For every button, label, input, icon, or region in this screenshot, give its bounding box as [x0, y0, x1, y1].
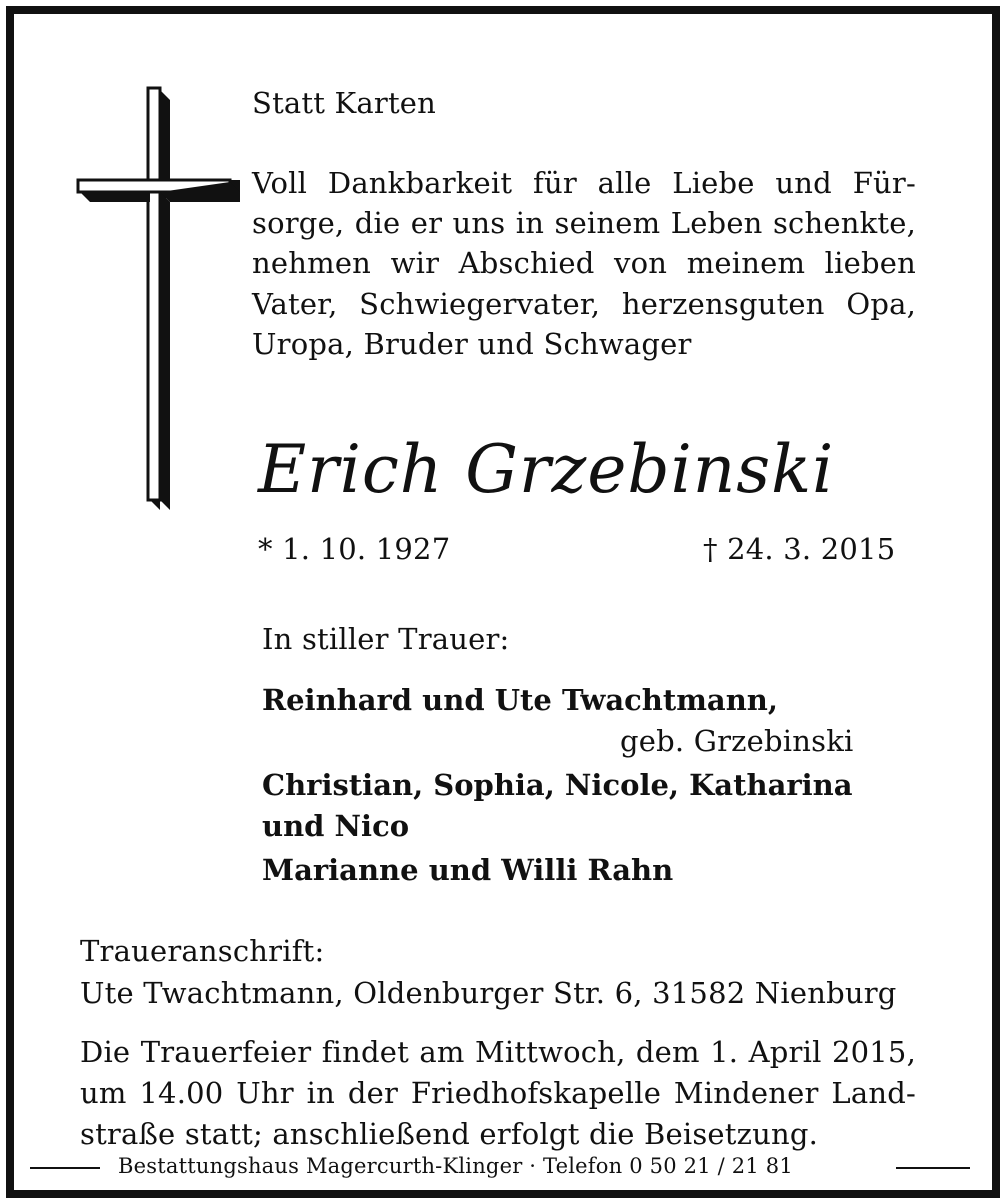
intro-text: Voll Dankbarkeit für alle Liebe und Für-sorge, die er uns in seinem Leben schenkte, nehmen wir Abschied von meinem lieben Vater, Schwiegervater, herzensguten Opa, Uropa, Bruder und Schwager [252, 166, 916, 361]
footer-rule-right [896, 1167, 970, 1169]
mourner-line-1-note: geb. Grzebinski [620, 724, 854, 758]
ceremony-text: Die Trauerfeier findet am Mittwoch, dem 1. April 2015, um 14.00 Uhr in der Friedhofskapelle Mindener Land-straße statt; anschließend erfolgt die Beisetzung. [80, 1035, 916, 1151]
mourner-line-1: Reinhard und Ute Twachtmann, [262, 683, 778, 717]
deceased-name: Erich Grzebinski [258, 431, 835, 508]
footer-text: Bestattungshaus Magercurth-Klinger · Telefon 0 50 21 / 21 81 [118, 1154, 793, 1178]
mourner-line-2: Christian, Sophia, Nicole, Katharina [262, 768, 853, 802]
footer-rule-left [30, 1167, 100, 1169]
mourner-line-4: Marianne und Willi Rahn [262, 853, 674, 887]
address-label: Traueranschrift: [80, 934, 325, 968]
mourning-label: In stiller Trauer: [262, 622, 510, 656]
address-text: Ute Twachtmann, Oldenburger Str. 6, 31582 Nienburg [80, 976, 897, 1010]
death-date: † 24. 3. 2015 [703, 532, 896, 566]
birth-date: * 1. 10. 1927 [258, 532, 451, 566]
statt-karten: Statt Karten [252, 86, 437, 120]
mourner-line-3: und Nico [262, 809, 410, 843]
